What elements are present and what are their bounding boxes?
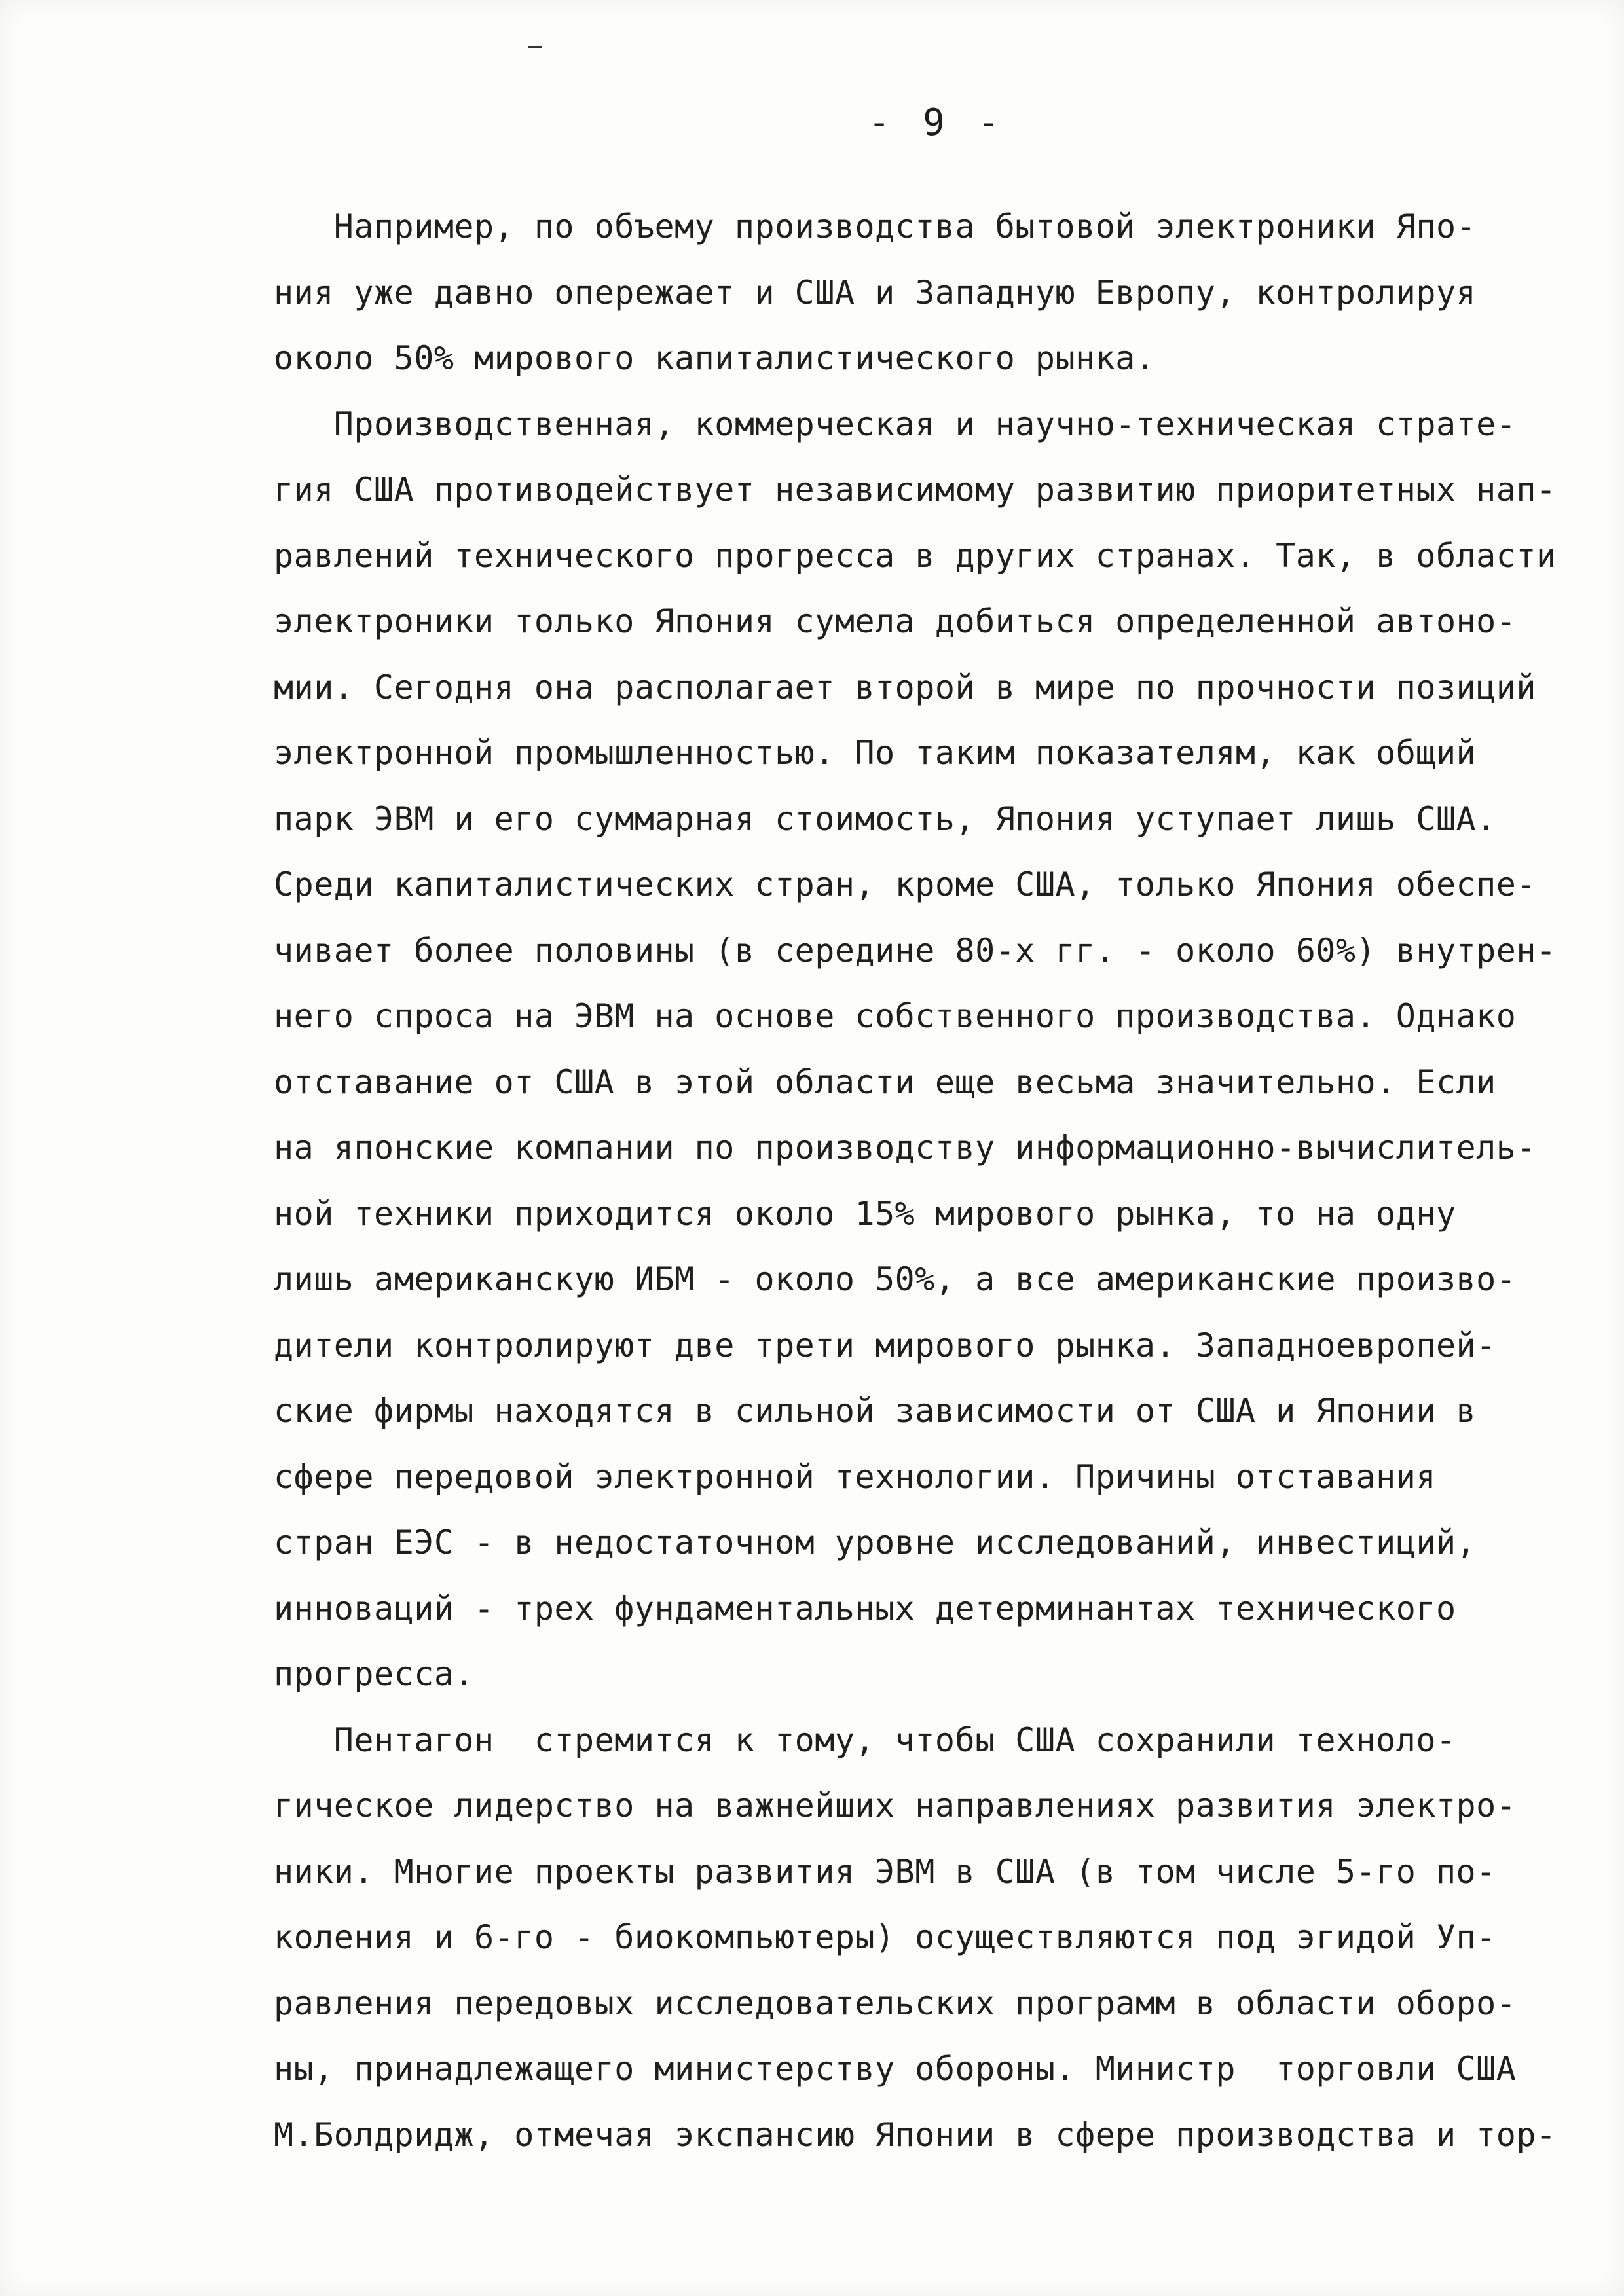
text-line: ские фирмы находятся в сильной зависимости от США и Японии в: [274, 1392, 1477, 1430]
text-line: Среди капиталистических стран, кроме США, только Япония обеспе-: [274, 866, 1536, 903]
text-line: ной техники приходится около 15% мирового рынка, то на одну: [274, 1194, 1456, 1233]
text-line: коления и 6-го - биокомпьютеры) осуществляются под эгидой Уп-: [274, 1918, 1496, 1956]
text-line: на японские компании по производству информационно-вычислитель-: [274, 1129, 1536, 1167]
text-line: прогресса.: [274, 1655, 475, 1693]
text-line: лишь американскую ИБМ - около 50%, а все американские произво-: [274, 1260, 1517, 1298]
text-line: Производственная, коммерческая и научно-техническая страте-: [274, 405, 1517, 443]
text-line: инноваций - трех фундаментальных детерминантах технического: [274, 1589, 1456, 1628]
text-line: Например, по объему производства бытовой электроники Япо-: [274, 208, 1477, 246]
text-line: отставание от США в этой области еще весьма значительно. Если: [274, 1063, 1496, 1101]
text-line: электронной промышленностью. По таким показателям, как общий: [274, 734, 1477, 772]
text-line: парк ЭВМ и его суммарная стоимость, Япония уступает лишь США.: [274, 799, 1496, 838]
text-line: ники. Многие проекты развития ЭВМ в США (в том числе 5-го по-: [274, 1852, 1496, 1891]
text-line: гия США противодействует независимому развитию приоритетных нап-: [274, 471, 1557, 509]
text-line: сфере передовой электронной технологии. Причины отставания: [274, 1457, 1436, 1496]
text-line: ния уже давно опережает и США и Западную Европу, контролируя: [274, 273, 1477, 312]
body-text: [274, 194, 1570, 2168]
text-line: около 50% мирового капиталистического рынка.: [274, 339, 1156, 377]
text-line: него спроса на ЭВМ на основе собственного производства. Однако: [274, 997, 1517, 1035]
text-line: Пентагон стремится к тому, чтобы США сохранили техноло-: [274, 1721, 1456, 1759]
text-line: равлений технического прогресса в других странах. Так, в области: [274, 536, 1557, 575]
text-line: электроники только Япония сумела добиться определенной автоно-: [274, 602, 1517, 640]
text-line: М.Болдридж, отмечая экспансию Японии в сфере производства и тор-: [274, 2115, 1557, 2154]
page-number: - 9 -: [868, 101, 1005, 144]
text-line: гическое лидерство на важнейших направлениях развития электро-: [274, 1787, 1517, 1825]
text-line: дители контролируют две трети мирового рынка. Западноевропей-: [274, 1326, 1496, 1364]
text-line: чивает более половины (в середине 80-х гг. - около 60%) внутрен-: [274, 931, 1557, 970]
text-line: ны, принадлежащего министерству обороны. Министр торговли США: [274, 2050, 1517, 2088]
ink-speck: [528, 46, 542, 48]
text-line: стран ЕЭС - в недостаточном уровне исследований, инвестиций,: [274, 1523, 1477, 1561]
text-line: равления передовых исследовательских программ в области оборо-: [274, 1984, 1517, 2022]
text-line: мии. Сегодня она располагает второй в мире по прочности позиций: [274, 668, 1536, 706]
